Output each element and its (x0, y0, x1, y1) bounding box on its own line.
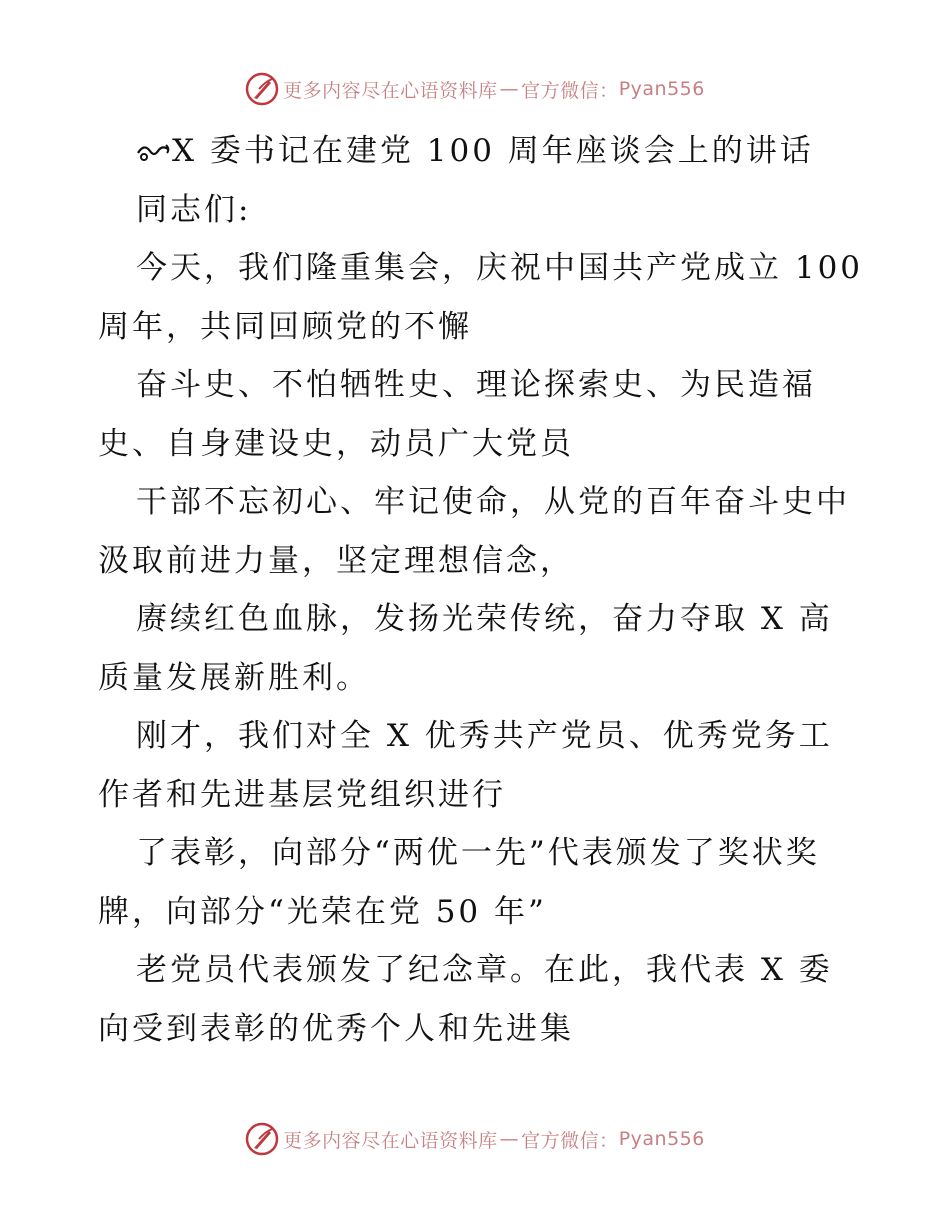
paragraph-line: 周年，共同回顾党的不懈 (98, 308, 472, 345)
vine-ornament-icon (136, 139, 172, 163)
paragraph-line: 牌，向部分“光荣在党 50 年” (98, 893, 547, 930)
paragraph-line: 了表彰，向部分“两优一先”代表颁发了奖状奖 (136, 835, 820, 871)
banner-contact-id: Pyan556 (618, 1128, 705, 1150)
banner-contact-label: 官方微信： (521, 79, 619, 102)
feather-pen-logo-icon (245, 1122, 279, 1156)
footer-watermark-banner (0, 1122, 950, 1156)
banner-separator: — (499, 78, 520, 100)
banner-text: 更多内容尽在心语资料库 (283, 79, 498, 102)
paragraph-line: 奋斗史、不怕牺牲史、理论探索史、为民造福 (136, 367, 816, 403)
paragraph-line: 史、自身建设史，动员广大党员 (98, 425, 574, 462)
paragraph-line: 今天，我们隆重集会，庆祝中国共产党成立 100 (136, 250, 864, 286)
paragraph-line: 刚才，我们对全 X 优秀共产党员、优秀党务工 (136, 718, 833, 754)
paragraph-line: 老党员代表颁发了纪念章。在此，我代表 X 委 (136, 952, 833, 988)
paragraph-line: 质量发展新胜利。 (98, 659, 370, 696)
document-title (98, 122, 858, 181)
salutation-line: 同志们: (136, 191, 252, 228)
header-watermark-banner (0, 72, 950, 106)
banner-contact-id: Pyan556 (618, 78, 705, 100)
document-title-text: X 委书记在建党 100 周年座谈会上的讲话 (172, 133, 814, 169)
banner-separator: — (499, 1128, 520, 1150)
paragraph-line: 汲取前进力量，坚定理想信念， (98, 542, 574, 579)
banner-contact-label: 官方微信： (521, 1129, 619, 1152)
document-body (98, 122, 864, 1058)
paragraph-line: 向受到表彰的优秀个人和先进集 (98, 1010, 574, 1047)
banner-text: 更多内容尽在心语资料库 (283, 1129, 498, 1152)
paragraph-line: 作者和先进基层党组织进行 (98, 776, 506, 813)
paragraph-line: 赓续红色血脉，发扬光荣传统，奋力夺取 X 高 (136, 601, 833, 637)
feather-pen-logo-icon (245, 72, 279, 106)
paragraph-line: 干部不忘初心、牢记使命，从党的百年奋斗史中 (136, 484, 850, 520)
